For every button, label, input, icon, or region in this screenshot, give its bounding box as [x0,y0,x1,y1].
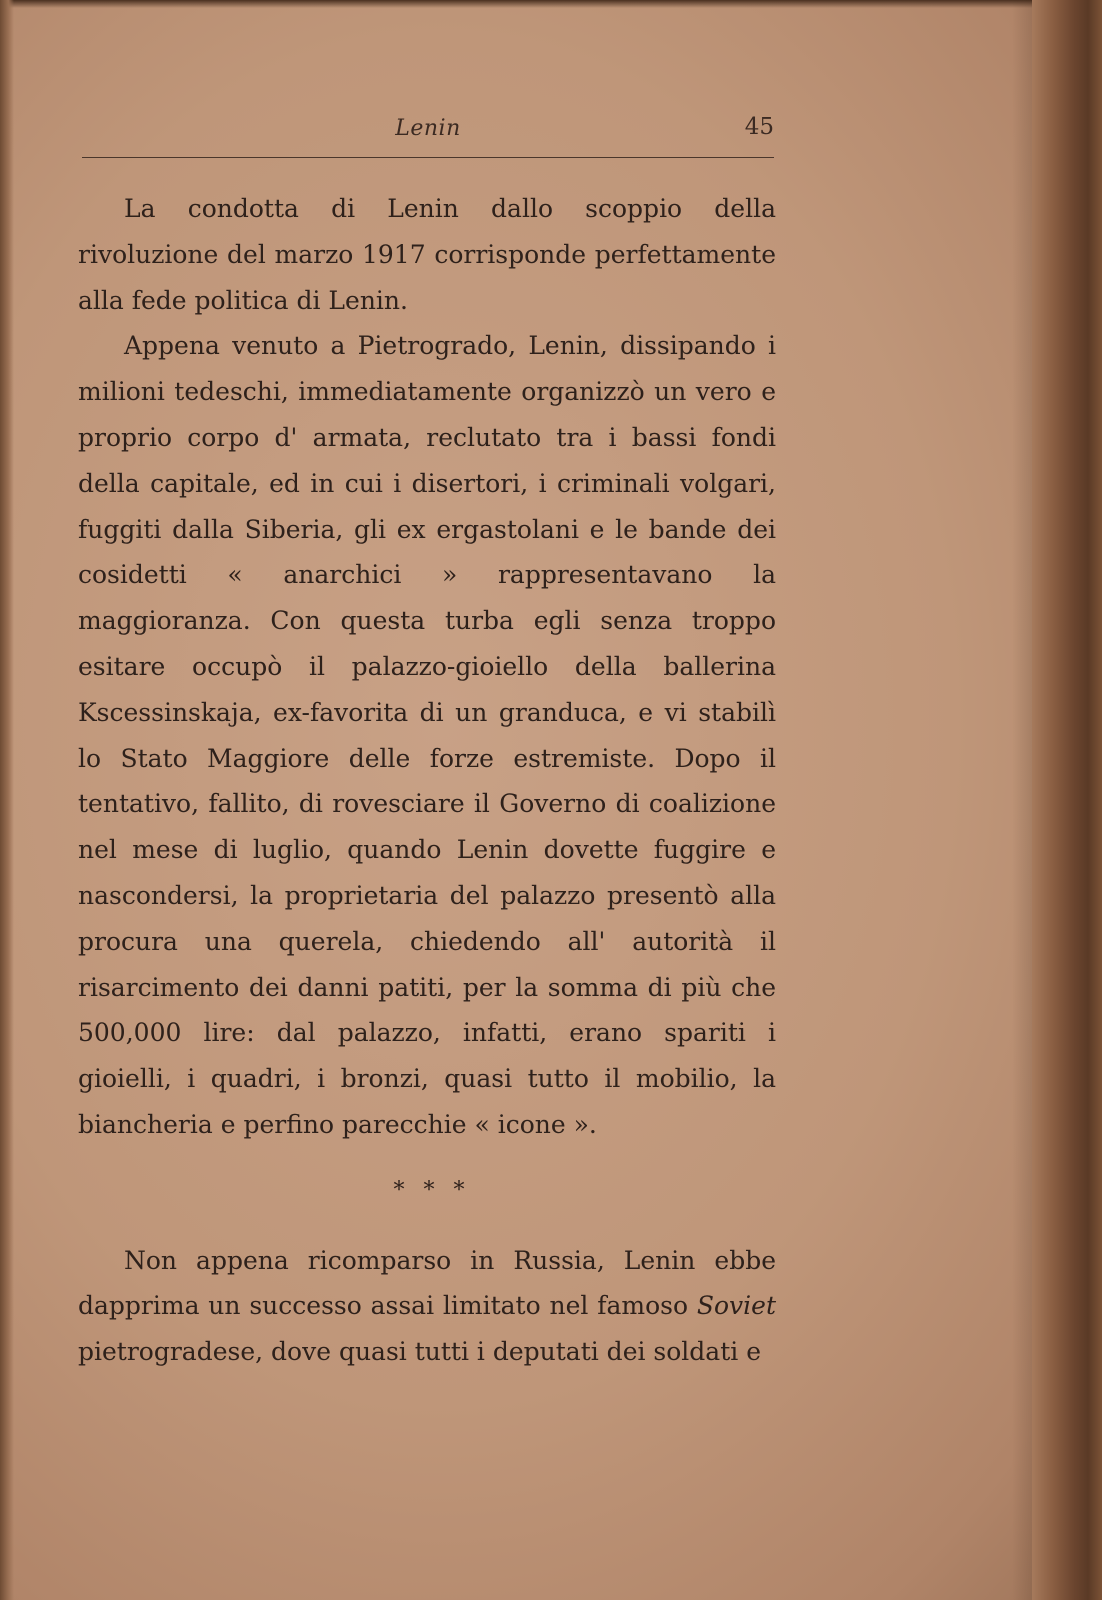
header-rule [82,157,774,158]
paragraph-3 [78,1238,776,1375]
page-left-edge [0,0,14,1600]
running-head [82,112,774,148]
running-title: Lenin [395,116,461,141]
page-number: 45 [744,114,774,140]
paragraph-3-text-a: Non appena ricomparso in Russia, Lenin ebbe dapprima un successo assai limitato nel famoso [78,1245,776,1321]
page-top-edge [0,0,1040,8]
paragraph-3-text-b: pietrogradese, dove quasi tutti i deputati dei soldati e [78,1337,761,1367]
paragraph-2: Appena venuto a Pietrogrado, Lenin, dissipando i milioni tedeschi, immediatamente organizzò un vero e proprio corpo d' armata, reclutato tra i bassi fondi della capitale, ed in cui i disertori, i criminali volgari, fuggiti dalla Siberia, gli ex ergastolani e le bande dei cosidetti « anarchici » rappresentavano la maggioranza. Con questa turba egli senza troppo esitare occupò il palazzo-gioiello della ballerina Kscessinskaja, ex-favorita di un granduca, e vi stabilì lo Stato Maggiore delle forze estremiste. Dopo il tentativo, fallito, di rovesciare il Governo di coalizione nel mese di luglio, quando Lenin dovette fuggire e nascondersi, la proprietaria del palazzo presentò alla procura una querela, chiedendo all' autorità il risarcimento dei danni patiti, per la somma di più che 500,000 lire: dal palazzo, infatti, erano spariti i gioielli, i quadri, i bronzi, quasi tutto il mobilio, la biancheria e perfino parecchie « icone ». [78,331,776,1139]
body-text [78,186,776,1375]
book-spine [1032,0,1102,1600]
section-separator: * * * [393,1177,471,1203]
paragraph-3-italic: Soviet [696,1291,776,1321]
paragraph-1: La condotta di Lenin dallo scoppio della rivoluzione del marzo 1917 corrisponde perfettamente alla fede politica di Lenin. [78,194,776,315]
